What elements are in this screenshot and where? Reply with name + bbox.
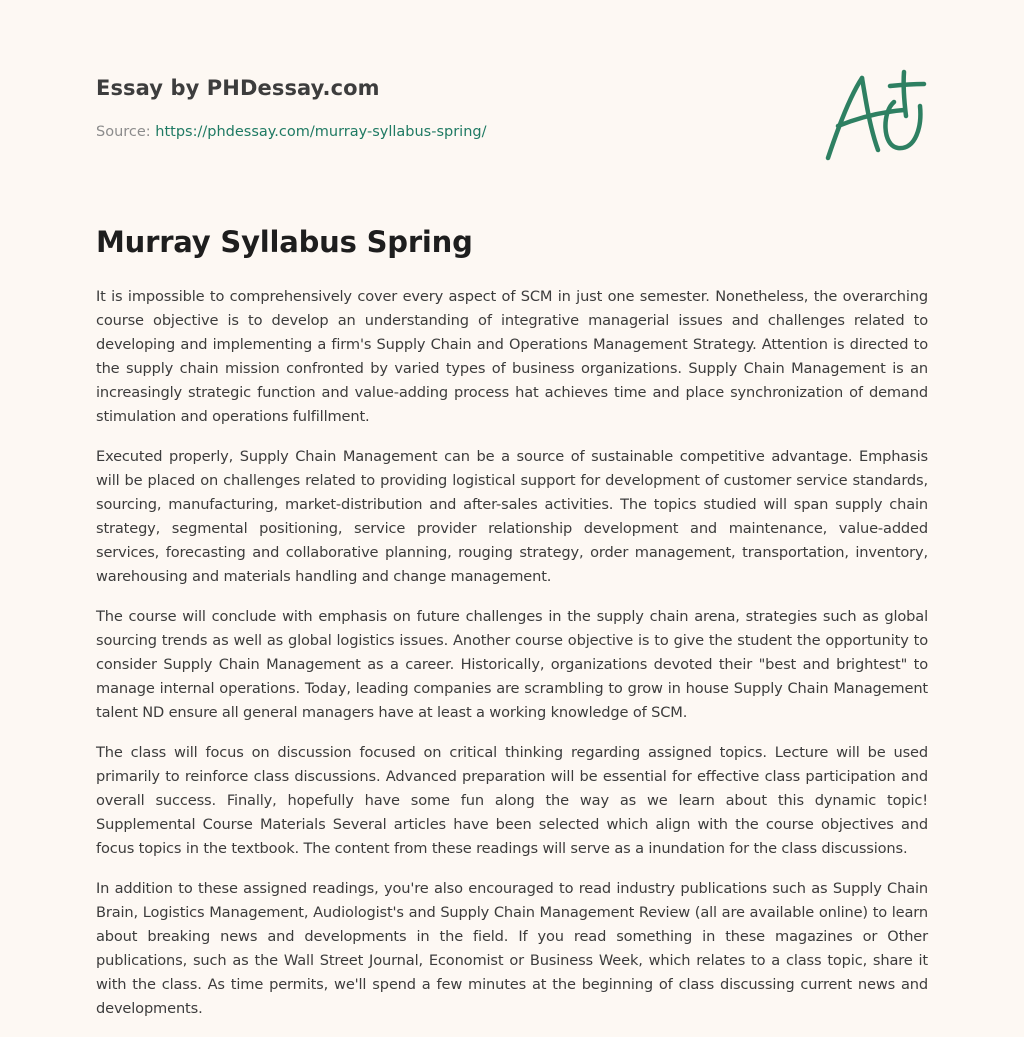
essay-paragraph: The class will focus on discussion focused on critical thinking regarding assigned topics. Lecture will be used primarily to reinforce class discussions. Advanced preparation will be essential for effective class participation and overall success. Finally, hopefully have some fun along the way as we learn about this dynamic topic! Supplemental Course Materials Several articles have been selected which align with the course objectives and focus topics in the textbook. The content from these readings will serve as a inundation for the class discussions. [96, 744, 928, 857]
source-label: Source: [96, 124, 151, 140]
source-link[interactable]: https://phdessay.com/murray-syllabus-spring/ [155, 124, 487, 140]
essay-title: Murray Syllabus Spring [96, 225, 473, 259]
a-plus-logo-icon [824, 66, 928, 166]
essay-paragraph: In addition to these assigned readings, you're also encouraged to read industry publications such as Supply Chain Brain, Logistics Management, Audiologist's and Supply Chain Management Review (all are available online) to learn about breaking news and developments in the field. If you read something in these magazines or Other publications, such as the Wall Street Journal, Economist or Business Week, which relates to a class topic, share it with the class. As time permits, we'll spend a few minutes at the beginning of class discussing current news and developments. [96, 880, 928, 1017]
essay-paragraph: The course will conclude with emphasis on future challenges in the supply chain arena, strategies such as global sourcing trends as well as global logistics issues. Another course objective is to give the student the opportunity to consider Supply Chain Management as a career. Historically, organizations devoted their "best and brightest" to manage internal operations. Today, leading companies are scrambling to grow in house Supply Chain Management talent ND ensure all general managers have at least a working knowledge of SCM. [96, 608, 928, 721]
essay-paragraph: It is impossible to comprehensively cover every aspect of SCM in just one semester. Nonetheless, the overarching course objective is to develop an understanding of integrative managerial issues and challenges related to developing and implementing a firm's Supply Chain and Operations Management Strategy. Attention is directed to the supply chain mission confronted by varied types of business organizations. Supply Chain Management is an increasingly strategic function and value-adding process hat achieves time and place synchronization of demand stimulation and operations fulfillment. [96, 288, 928, 425]
site-brand: Essay by PHDessay.com [96, 76, 380, 100]
essay-body [96, 285, 928, 1037]
source-line [96, 124, 486, 140]
essay-paragraph: Executed properly, Supply Chain Management can be a source of sustainable competitive advantage. Emphasis will be placed on challenges related to providing logistical support for development of customer service standards, sourcing, manufacturing, market-distribution and after-sales activities. The topics studied will span supply chain strategy, segmental positioning, service provider relationship development and maintenance, value-added services, forecasting and collaborative planning, rouging strategy, order management, transportation, inventory, warehousing and materials handling and change management. [96, 448, 928, 585]
